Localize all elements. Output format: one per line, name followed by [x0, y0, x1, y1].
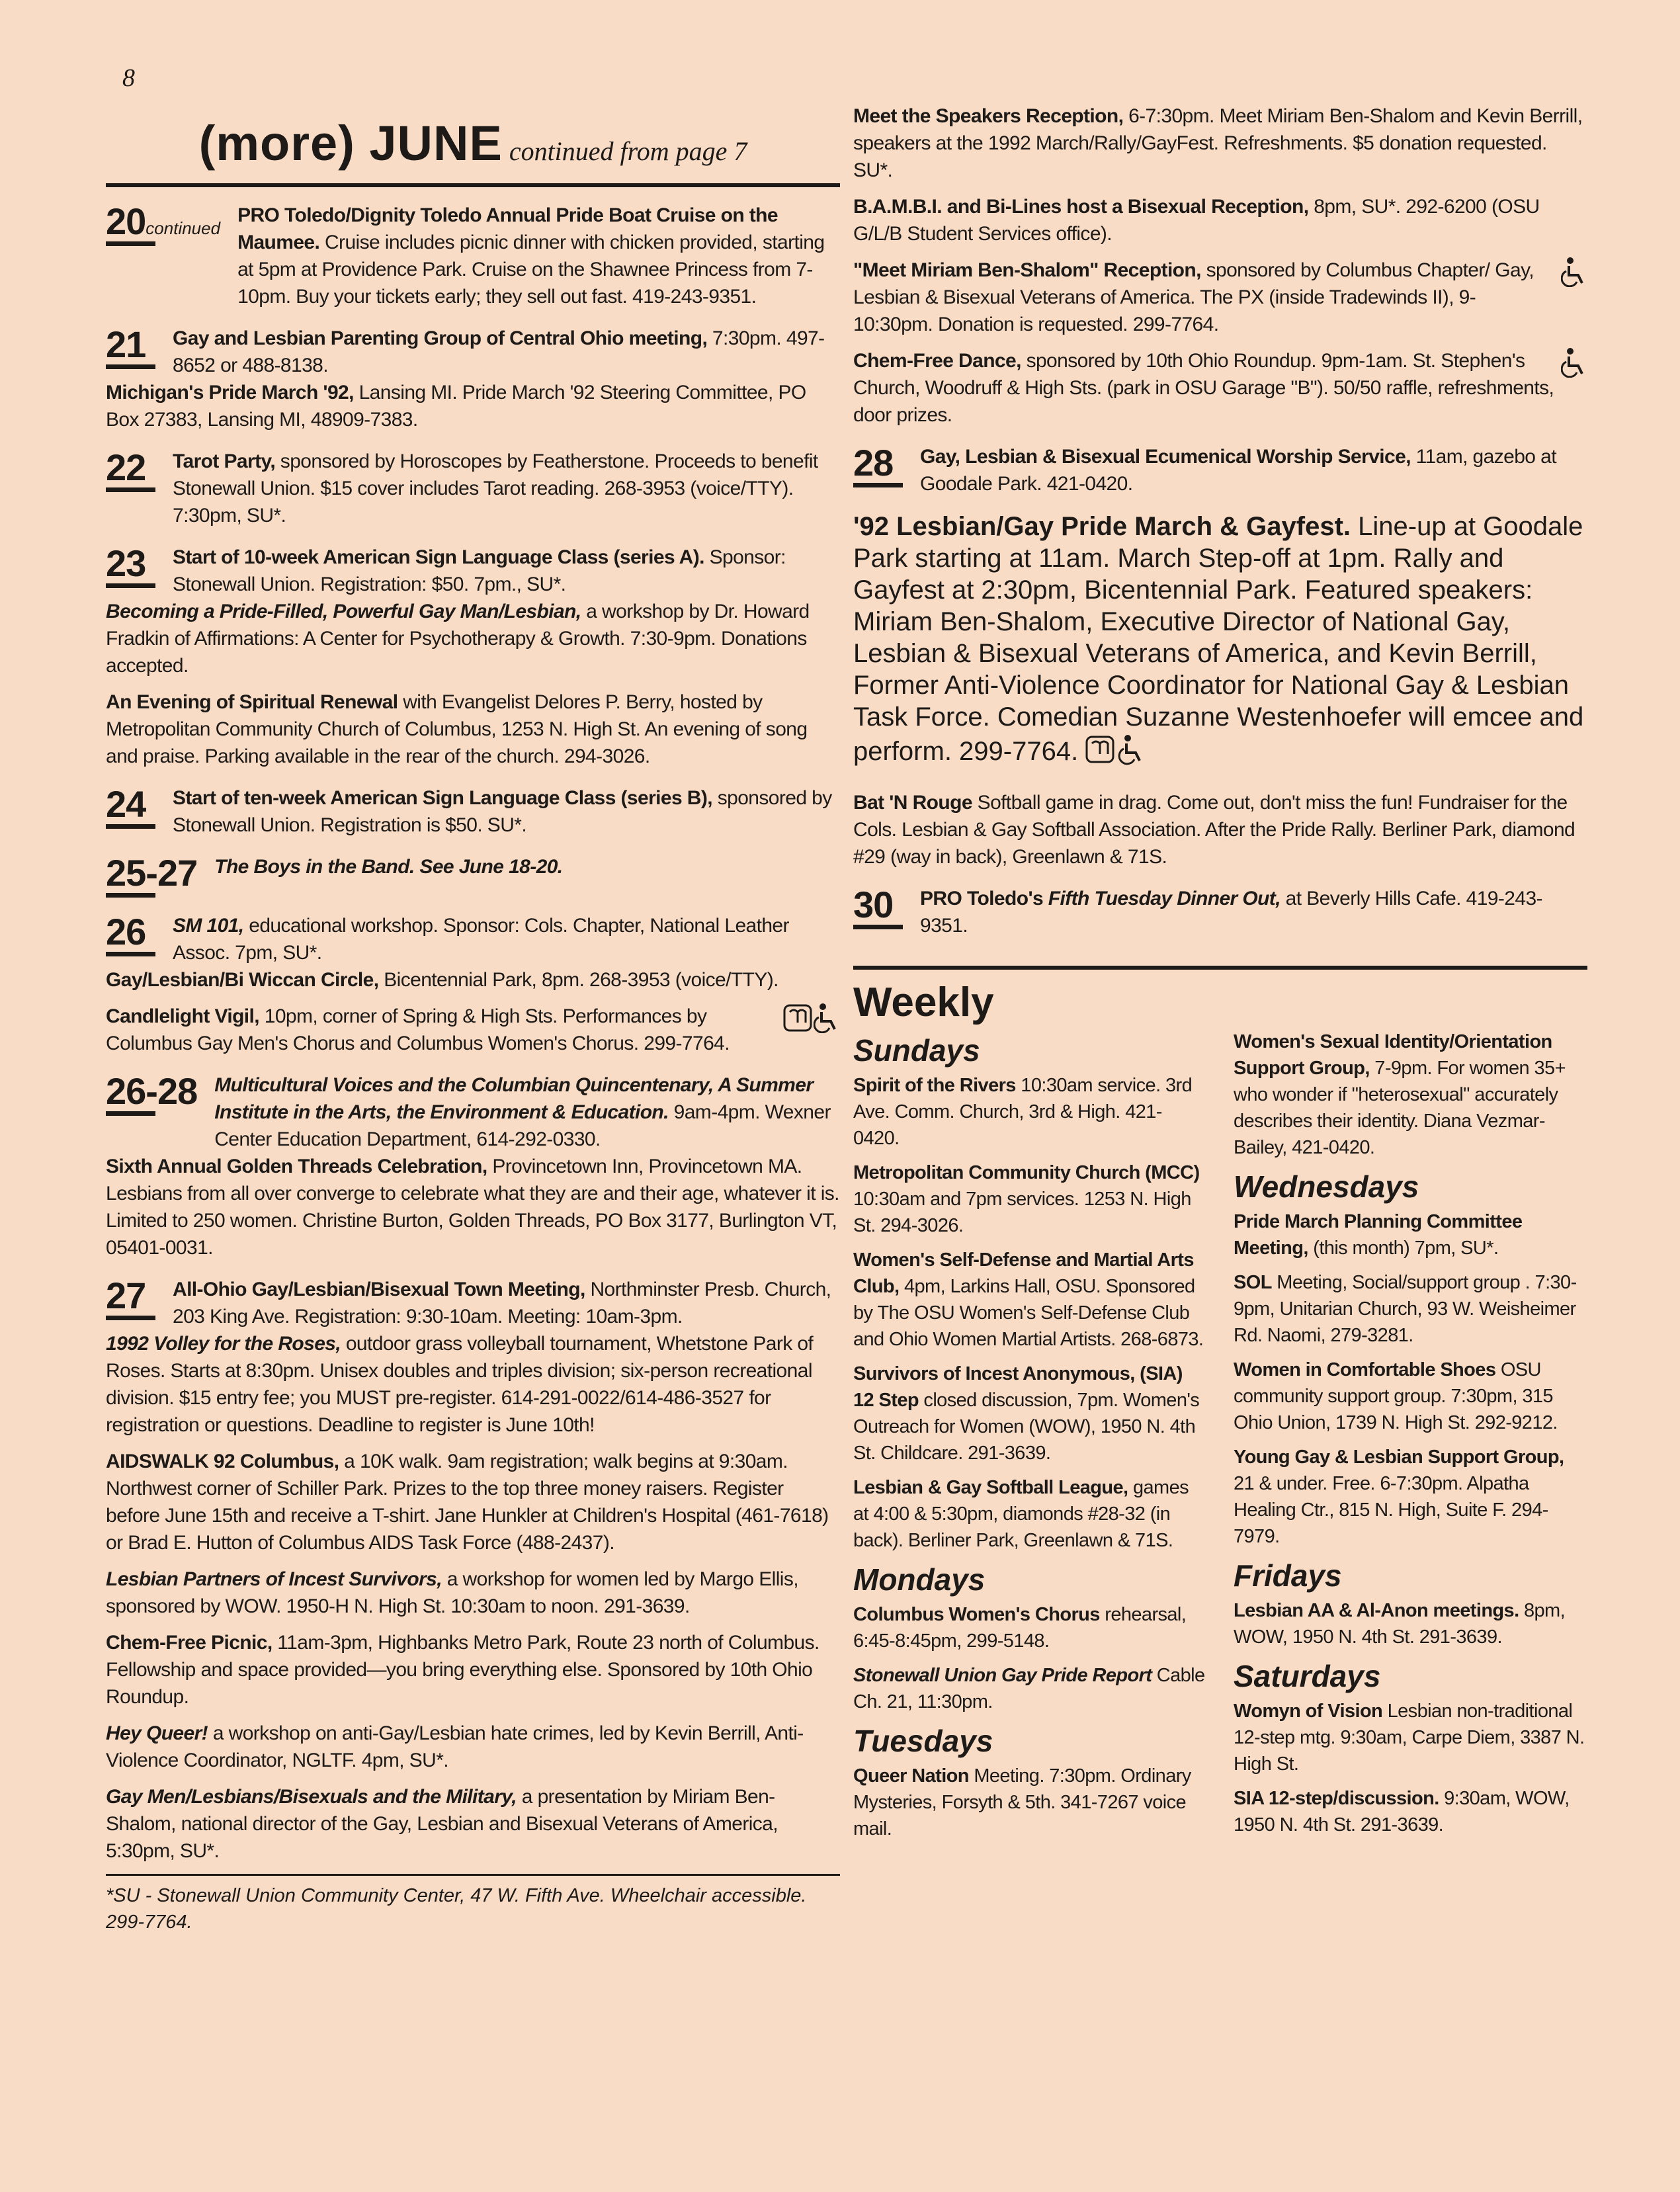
dated-entry — [106, 853, 840, 898]
event-text: 10pm, corner of Spring & High Sts. Performances by Columbus Gay Men's Chorus and Columbus Women's Chorus. 299-7764. — [106, 1005, 730, 1054]
date-underline — [853, 925, 903, 929]
event-title: Bat 'N Rouge — [853, 792, 972, 814]
event-entry — [173, 448, 840, 529]
event-text: rehearsal, 6:45-8:45pm, 299-5148. — [853, 1604, 1187, 1652]
sign-language-and-wheelchair-icon — [783, 1003, 840, 1040]
event-text: Bicentennial Park, 8pm. 268-3953 (voice/TTY). — [378, 969, 778, 991]
date-number: 26 — [106, 911, 146, 952]
weekly-title: Weekly — [853, 980, 994, 1025]
event-entry — [106, 1566, 840, 1620]
event-text: a 10K walk. 9am registration; walk begins at 9:30am. Northwest corner of Schiller Park. Prizes to the top three money raisers. Register before June 15th and receive a T-shirt. Jane Hunkler at Children's Hospital (461-7618) or Brad E. Hutton of Columbus AIDS Task Force (488-2437). — [106, 1451, 829, 1554]
event-title: B.A.M.B.I. and Bi-Lines host a Bisexual Reception, — [853, 196, 1309, 218]
event-entry — [173, 784, 840, 839]
sign-language-and-wheelchair-icon — [1085, 733, 1146, 773]
event-title: Chem-Free Picnic, — [106, 1632, 273, 1654]
event-text: a workshop by Dr. Howard Fradkin of Affirmations: A Center for Psychotherapy & Growth. 7:30-9pm. Donations accepted. — [106, 601, 810, 677]
event-entry — [853, 1361, 1207, 1466]
event-text: Provincetown Inn, Provincetown MA. Lesbians from all over converge to celebrate what they are and their age, whatever it is. Limited to 250 women. Christine Burton, Golden Threads, PO Box 3177, Burlington VT, 05401-0031. — [106, 1156, 839, 1259]
event-title: Start of 10-week American Sign Language Class (series A). — [173, 546, 704, 568]
dated-entry — [106, 202, 840, 310]
event-entry — [1234, 1029, 1587, 1161]
event-title-italic: Multicultural Voices and the Columbian Quincentenary, A Summer Institute in the Arts, the Environment & Education. — [214, 1074, 814, 1123]
dated-entry — [106, 1072, 840, 1153]
event-title-italic: Hey Queer! — [106, 1722, 208, 1744]
event-title-italic: Stonewall Union Gay Pride Report — [853, 1665, 1152, 1686]
event-title: SIA 12-step/discussion. — [1234, 1788, 1439, 1809]
event-text: Meeting, Social/support group . 7:30-9pm, Unitarian Church, 93 W. Weisheimer Rd. Naomi, 279-3281. — [1234, 1272, 1577, 1346]
weekday-heading: Sundays — [853, 1033, 980, 1068]
event-title: Gay, Lesbian & Bisexual Ecumenical Worship Service, — [920, 446, 1411, 468]
event-entry — [853, 1601, 1207, 1654]
date-underline — [106, 241, 155, 246]
event-title: Columbus Women's Chorus — [853, 1604, 1100, 1625]
header-more: (more) — [198, 116, 355, 171]
event-text: outdoor grass volleyball tournament, Whetstone Park of Roses. Starts at 8:30pm. Unisex doubles and triples division; six-person recreational division. $15 entry fee; you MUST pre-register. 614-291-0022/614-486-3527 for registration or questions. Deadline to register is June 10th! — [106, 1333, 814, 1436]
left-event-list — [106, 202, 840, 1865]
event-text: with Evangelist Delores P. Berry, hosted by Metropolitan Community Church of Columbus, 1253 N. High St. An evening of song and praise. Parking available in the rear of the church. 294-3026. — [106, 691, 808, 767]
event-title: Candlelight Vigil, — [106, 1005, 259, 1027]
section-header — [106, 115, 840, 171]
date-number: 21 — [106, 323, 146, 365]
event-title: PRO Toledo/Dignity Toledo Annual Pride Boat Cruise on the Maumee. — [237, 204, 778, 253]
weekday-heading: Wednesdays — [1234, 1169, 1419, 1204]
event-title: Lesbian AA & Al-Anon meetings. — [1234, 1600, 1519, 1621]
event-entry — [853, 103, 1587, 184]
event-title: Sixth Annual Golden Threads Celebration, — [106, 1156, 487, 1177]
event-text: Cable Ch. 21, 11:30pm. — [853, 1665, 1205, 1712]
event-text: OSU community support group. 7:30pm, 315 Ohio Union, 1739 N. High St. 292-9212. — [1234, 1359, 1558, 1433]
date-number: 24 — [106, 783, 146, 825]
date-subtitle: continued — [146, 218, 221, 238]
event-entry — [853, 1474, 1207, 1554]
event-title: Women's Sexual Identity/Orientation Support Group, — [1234, 1031, 1552, 1079]
event-entry — [106, 1448, 840, 1556]
dated-entry — [853, 885, 1587, 939]
event-entry — [1234, 1444, 1587, 1550]
event-entry — [237, 202, 840, 310]
event-entry — [106, 1629, 840, 1710]
event-title: PRO Toledo's — [920, 888, 1048, 909]
event-entry — [853, 1247, 1207, 1353]
event-title-italic: Gay Men/Lesbians/Bisexuals and the Military, — [106, 1786, 517, 1808]
event-title: Start of ten-week American Sign Language Class (series B), — [173, 787, 712, 809]
event-entry — [853, 1072, 1207, 1152]
event-title: Chem-Free Dance, — [853, 350, 1021, 372]
event-title: Lesbian & Gay Softball League, — [853, 1477, 1128, 1498]
date-label — [853, 443, 903, 487]
event-entry — [920, 443, 1587, 497]
event-text: Lesbian non-traditional 12-step mtg. 9:30am, Carpe Diem, 3387 N. High St. — [1234, 1701, 1585, 1775]
dated-entry — [106, 325, 840, 379]
event-title-italic: Becoming a Pride-Filled, Powerful Gay Man/Lesbian, — [106, 601, 581, 622]
weekday-heading: Tuesdays — [853, 1724, 993, 1758]
event-title: Spirit of the Rivers — [853, 1075, 1016, 1096]
pride-march-event — [853, 511, 1587, 773]
event-title-italic: Lesbian Partners of Incest Survivors, — [106, 1568, 442, 1590]
event-text: 9am-4pm. Wexner Center Education Department, 614-292-0330. — [214, 1101, 831, 1150]
date-number: 20 — [106, 200, 146, 242]
date-label — [853, 885, 903, 929]
event-text: Meeting. 7:30pm. Ordinary Mysteries, Forsyth & 5th. 341-7267 voice mail. — [853, 1765, 1191, 1839]
event-entry — [106, 689, 840, 770]
date-number: 23 — [106, 542, 146, 584]
date-underline — [106, 583, 155, 588]
event-entry — [173, 912, 840, 966]
date-number: 22 — [106, 446, 146, 488]
event-entry — [1234, 1698, 1587, 1777]
date-label — [106, 544, 155, 588]
event-entry — [106, 379, 840, 433]
dated-entry — [106, 448, 840, 529]
event-entry — [106, 1330, 840, 1439]
dated-entry — [106, 912, 840, 966]
event-title: Young Gay & Lesbian Support Group, — [1234, 1447, 1564, 1468]
event-text: sponsored by Horoscopes by Featherstone. Proceeds to benefit Stonewall Union. $15 cover includes Tarot reading. 268-3953 (voice/TTY). 7:30pm, SU*. — [173, 450, 818, 527]
event-title: Womyn of Vision — [1234, 1701, 1383, 1722]
event-text: 11am, gazebo at Goodale Park. 421-0420. — [920, 446, 1556, 495]
event-entry — [106, 966, 840, 993]
event-entry — [214, 853, 840, 880]
right-event-list-2 — [853, 789, 1587, 939]
right-column — [853, 103, 1587, 1850]
event-title: "Meet Miriam Ben-Shalom" Reception, — [853, 259, 1201, 281]
event-title-italic: 1992 Volley for the Roses, — [106, 1333, 341, 1355]
event-title: Pride March Planning Committee Meeting, — [1234, 1211, 1523, 1259]
event-title: SOL — [1234, 1272, 1272, 1293]
event-title-italic: SM 101, — [173, 915, 244, 937]
date-underline — [106, 1111, 155, 1116]
event-text: 10:30am service. 3rd Ave. Comm. Church, 3rd & High. 421-0420. — [853, 1075, 1193, 1149]
event-title: An Evening of Spiritual Renewal — [106, 691, 398, 713]
event-entry — [853, 1662, 1207, 1715]
event-text: a presentation by Miriam Ben-Shalom, national director of the Gay, Lesbian and Bisexual Veterans of America, 5:30pm, SU*. — [106, 1786, 778, 1862]
event-title: All-Ohio Gay/Lesbian/Bisexual Town Meeting, — [173, 1279, 585, 1300]
weekday-heading: Mondays — [853, 1562, 986, 1597]
event-entry — [853, 789, 1587, 870]
event-text: 8pm, WOW, 1950 N. 4th St. 291-3639. — [1234, 1600, 1566, 1648]
event-title-italic: The Boys in the Band. — [214, 856, 415, 878]
event-title: Survivors of Incest Anonymous, (SIA) 12 Step — [853, 1363, 1183, 1411]
event-text: a workshop for women led by Margo Ellis, sponsored by WOW. 1950-H N. High St. 10:30am to noon. 291-3639. — [106, 1568, 798, 1617]
weekly-rule — [853, 966, 1587, 970]
event-entry — [920, 885, 1587, 939]
event-entry — [214, 1072, 840, 1153]
date-label — [106, 784, 155, 829]
event-entry — [106, 1720, 840, 1774]
event-entry — [1234, 1597, 1587, 1650]
date-label — [106, 1276, 155, 1320]
event-text: closed discussion, 7pm. Women's Outreach for Women (WOW), 1950 N. 4th St. Childcare. 291-3639. — [853, 1390, 1200, 1464]
event-title: AIDSWALK 92 Columbus, — [106, 1451, 339, 1472]
dated-entry — [106, 784, 840, 839]
date-number: 25-27 — [106, 852, 198, 894]
event-text: sponsored by 10th Ohio Roundup. 9pm-1am. St. Stephen's Church, Woodruff & High Sts. (park in OSU Garage "B"). 50/50 raffle, refreshments, door prizes. — [853, 350, 1554, 426]
weekly-columns — [853, 1029, 1587, 1850]
event-title: Gay/Lesbian/Bi Wiccan Circle, — [106, 969, 379, 991]
date-underline — [106, 952, 155, 956]
event-text: 7:30pm. 497-8652 or 488-8138. — [173, 327, 825, 376]
event-entry — [173, 1276, 840, 1330]
event-entry — [853, 347, 1587, 429]
event-entry — [853, 257, 1587, 338]
event-title-italic: Fifth Tuesday Dinner Out, — [1048, 888, 1281, 909]
date-number: 28 — [853, 442, 894, 484]
event-text: at Beverly Hills Cafe. 419-243-9351. — [920, 888, 1542, 937]
date-underline — [106, 1316, 155, 1320]
event-entry — [173, 325, 840, 379]
footnote: *SU - Stonewall Union Community Center, 47 W. Fifth Ave. Wheelchair accessible. 299-7764. — [106, 1885, 807, 1933]
event-title: Meet the Speakers Reception, — [853, 105, 1124, 127]
wheelchair-icon — [1561, 257, 1587, 294]
event-text: sponsored by Columbus Chapter/ Gay, Lesbian & Bisexual Veterans of America. The PX (inside Tradewinds II), 9-10:30pm. Donation is requested. 299-7764. — [853, 259, 1534, 335]
event-title: Queer Nation — [853, 1765, 969, 1787]
header-month: JUNE — [369, 116, 503, 171]
event-text: (this month) 7pm, SU*. — [1308, 1238, 1499, 1259]
event-title: Gay and Lesbian Parenting Group of Central Ohio meeting, — [173, 327, 708, 349]
footnote-rule — [106, 1874, 840, 1876]
date-label — [106, 912, 155, 956]
event-text: Lansing MI. Pride March '92 Steering Committee, PO Box 27383, Lansing MI, 48909-7383. — [106, 382, 806, 431]
event-text: sponsored by Stonewall Union. Registration is $50. SU*. — [173, 787, 832, 836]
date-label — [106, 853, 197, 898]
date-underline — [106, 824, 155, 829]
event-text: 11am-3pm, Highbanks Metro Park, Route 23 north of Columbus. Fellowship and space provided—you bring everything else. Sponsored by 10th Ohio Roundup. — [106, 1632, 819, 1708]
event-text: Softball game in drag. Come out, don't miss the fun! Fundraiser for the Cols. Lesbian & Gay Softball Association. After the Pride Rally. Berliner Park, diamond #29 (way in back), Greenlawn & 71S. — [853, 792, 1575, 868]
date-number: 27 — [106, 1275, 146, 1316]
date-underline — [853, 483, 903, 487]
date-number: 26-28 — [106, 1070, 198, 1112]
event-text: Cruise includes picnic dinner with chicken provided, starting at 5pm at Providence Park. Cruise on the Shawnee Princess from 7-10pm. Buy your tickets early; they sell out fast. 419-243-9351. — [237, 232, 825, 308]
event-title: Women's Self-Defense and Martial Arts Club, — [853, 1249, 1194, 1297]
event-text: games at 4:00 & 5:30pm, diamonds #28-32 (in back). Berliner Park, Greenlawn & 71S. — [853, 1477, 1189, 1551]
event-entry — [106, 1003, 840, 1057]
right-event-list — [853, 103, 1587, 497]
dated-entry — [106, 1276, 840, 1330]
pride-march-title: '92 Lesbian/Gay Pride March & Gayfest. — [853, 512, 1351, 541]
event-entry — [173, 544, 840, 598]
date-label — [106, 325, 155, 369]
date-underline — [106, 364, 155, 369]
pride-march-text: Line-up at Goodale Park starting at 11am. March Step-off at 1pm. Rally and Gayfest at 2:30pm, Bicentennial Park. Featured speakers: Miriam Ben-Shalom, Executive Director of National Gay, Lesbian & Bisexual Veterans of America, and Kevin Berrill, Former Anti-Violence Coordinator for National Gay & Lesbian Task Force. Comedian Suzanne Westenhoefer will emcee and perform. 299-7764. — [853, 512, 1584, 767]
event-title: Women in Comfortable Shoes — [1234, 1359, 1496, 1380]
header-continued: continued from page 7 — [509, 136, 747, 166]
event-text: 4pm, Larkins Hall, OSU. Sponsored by The OSU Women's Self-Defense Club and Ohio Women Martial Artists. 268-6873. — [853, 1276, 1204, 1350]
event-text: 9:30am, WOW, 1950 N. 4th St. 291-3639. — [1234, 1788, 1570, 1835]
date-label — [106, 1072, 197, 1116]
event-text: 10:30am and 7pm services. 1253 N. High St. 294-3026. — [853, 1189, 1191, 1236]
event-text: 7-9pm. For women 35+ who wonder if "heterosexual" accurately describes their identity. Diana Vezmar-Bailey, 421-0420. — [1234, 1058, 1566, 1158]
weekday-heading: Fridays — [1234, 1558, 1342, 1593]
date-label — [106, 202, 220, 246]
weekly-column-a — [853, 1029, 1207, 1850]
left-column — [106, 99, 840, 1935]
event-text: 6-7:30pm. Meet Miriam Ben-Shalom and Kevin Berrill, speakers at the 1992 March/Rally/GayFest. Refreshments. $5 donation requested. SU*. — [853, 105, 1583, 181]
event-entry — [853, 1159, 1207, 1239]
event-entry — [853, 193, 1587, 247]
event-entry — [853, 1763, 1207, 1842]
date-underline — [106, 487, 155, 492]
event-text: 8pm, SU*. 292-6200 (OSU G/L/B Student Services office). — [853, 196, 1540, 245]
event-entry — [1234, 1269, 1587, 1349]
wheelchair-icon — [1561, 347, 1587, 385]
header-rule — [106, 183, 840, 187]
event-entry — [1234, 1785, 1587, 1838]
event-text: Sponsor: Stonewall Union. Registration: $50. 7pm., SU*. — [173, 546, 786, 595]
event-entry — [1234, 1357, 1587, 1436]
event-entry — [106, 1783, 840, 1865]
event-title: Tarot Party, — [173, 450, 276, 472]
page-number: 8 — [122, 64, 135, 92]
event-text: Northminster Presb. Church, 203 King Ave. Registration: 9:30-10am. Meeting: 10am-3pm. — [173, 1279, 831, 1328]
event-text-italic: See June 18-20. — [414, 856, 563, 878]
date-number: 30 — [853, 884, 894, 925]
event-title: Michigan's Pride March '92, — [106, 382, 354, 403]
weekday-heading: Saturdays — [1234, 1659, 1381, 1693]
event-entry — [1234, 1208, 1587, 1261]
weekly-column-b — [1234, 1029, 1587, 1850]
event-title: Metropolitan Community Church (MCC) — [853, 1162, 1200, 1183]
event-entry — [106, 1153, 840, 1261]
dated-entry — [106, 544, 840, 598]
event-text: educational workshop. Sponsor: Cols. Chapter, National Leather Assoc. 7pm, SU*. — [173, 915, 789, 964]
event-text: a workshop on anti-Gay/Lesbian hate crimes, led by Kevin Berrill, Anti-Violence Coordinator, NGLTF. 4pm, SU*. — [106, 1722, 804, 1771]
event-text: 21 & under. Free. 6-7:30pm. Alpatha Healing Ctr., 815 N. High, Suite F. 294-7979. — [1234, 1473, 1548, 1547]
dated-entry — [853, 443, 1587, 497]
date-label — [106, 448, 155, 492]
date-underline — [106, 893, 155, 898]
event-entry — [106, 598, 840, 679]
